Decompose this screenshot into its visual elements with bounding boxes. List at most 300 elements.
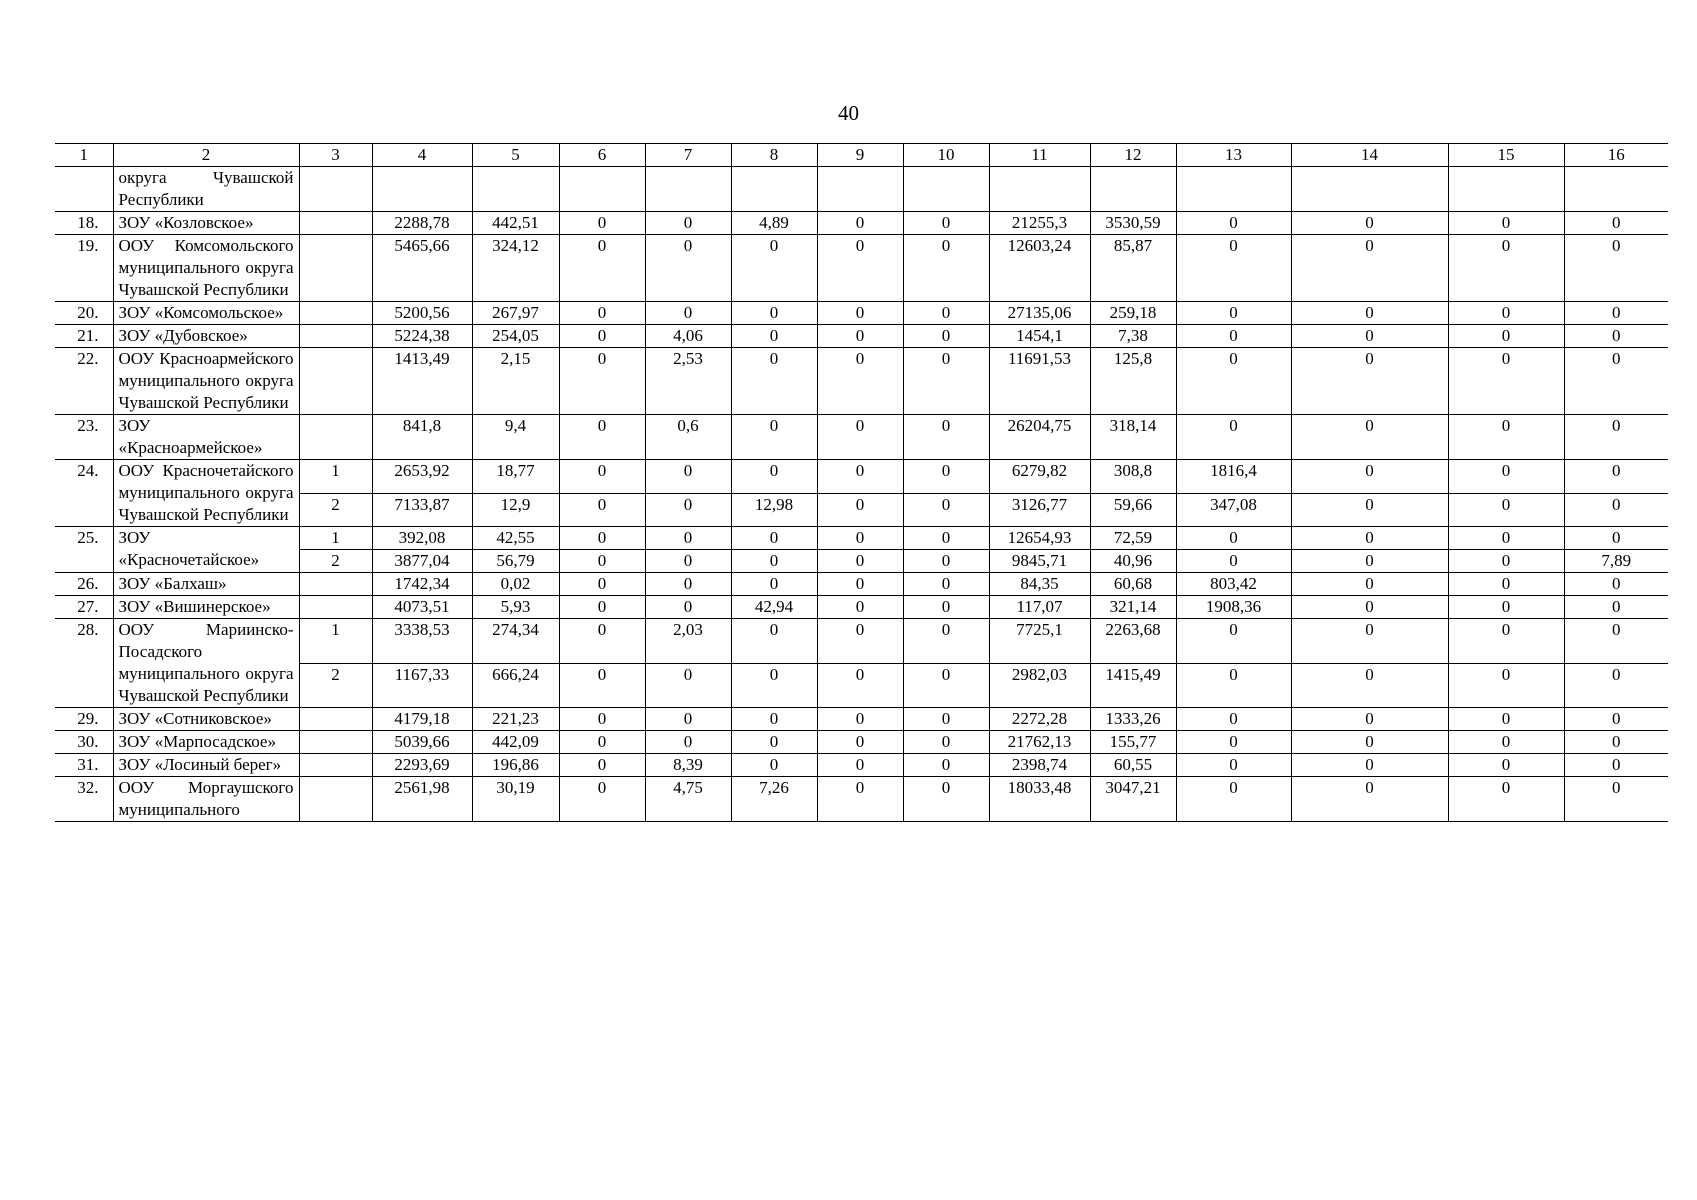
row-name: ЗОУ «Дубовское»: [113, 325, 299, 348]
cell-col-8: 0: [731, 550, 817, 573]
row-name: округа Чувашской Республики: [113, 167, 299, 212]
cell-col-9: 0: [817, 493, 903, 527]
column-header-15: 15: [1448, 144, 1564, 167]
cell-col-6: 0: [559, 731, 645, 754]
cell-col-5: 42,55: [472, 527, 559, 550]
cell-col-13: [1176, 167, 1291, 212]
cell-col-8: 0: [731, 302, 817, 325]
cell-col-4: 2561,98: [372, 777, 472, 822]
row-number: 22.: [55, 348, 113, 415]
cell-col-10: [903, 167, 989, 212]
cell-col-7: 0: [645, 708, 731, 731]
cell-col-16: 0: [1564, 493, 1668, 527]
table-row: [55, 777, 1668, 822]
row-name: ЗОУ «Красночетайское»: [113, 527, 299, 573]
cell-col-13: 0: [1176, 235, 1291, 302]
cell-col-11: 11691,53: [989, 348, 1090, 415]
cell-col-11: 6279,82: [989, 460, 1090, 494]
cell-col-10: 0: [903, 777, 989, 822]
column-header-9: 9: [817, 144, 903, 167]
cell-col-5: 0,02: [472, 573, 559, 596]
column-header-6: 6: [559, 144, 645, 167]
column-header-11: 11: [989, 144, 1090, 167]
cell-col-10: 0: [903, 619, 989, 664]
cell-col-3: [299, 731, 372, 754]
row-name: ЗОУ «Сотниковское»: [113, 708, 299, 731]
cell-col-4: 2293,69: [372, 754, 472, 777]
cell-col-7: 4,06: [645, 325, 731, 348]
row-number: 19.: [55, 235, 113, 302]
cell-col-3: [299, 325, 372, 348]
cell-col-15: 0: [1448, 731, 1564, 754]
cell-col-13: 0: [1176, 708, 1291, 731]
cell-col-9: 0: [817, 708, 903, 731]
table-row: [55, 460, 1668, 494]
table-header-row: [55, 144, 1668, 167]
cell-col-16: 0: [1564, 235, 1668, 302]
cell-col-10: 0: [903, 573, 989, 596]
cell-col-8: 0: [731, 325, 817, 348]
cell-col-8: 12,98: [731, 493, 817, 527]
cell-col-8: 0: [731, 460, 817, 494]
row-number: 18.: [55, 212, 113, 235]
cell-col-7: 0: [645, 527, 731, 550]
cell-col-14: 0: [1291, 460, 1448, 494]
row-number: 32.: [55, 777, 113, 822]
cell-col-7: 4,75: [645, 777, 731, 822]
cell-col-12: 321,14: [1090, 596, 1176, 619]
cell-col-6: 0: [559, 754, 645, 777]
cell-col-15: 0: [1448, 550, 1564, 573]
cell-col-11: 27135,06: [989, 302, 1090, 325]
cell-col-14: [1291, 167, 1448, 212]
row-number: 28.: [55, 619, 113, 708]
cell-col-16: 0: [1564, 212, 1668, 235]
cell-col-4: 3877,04: [372, 550, 472, 573]
cell-col-16: 0: [1564, 527, 1668, 550]
cell-col-5: [472, 167, 559, 212]
cell-col-14: 0: [1291, 708, 1448, 731]
cell-col-16: 0: [1564, 619, 1668, 664]
cell-col-12: 1415,49: [1090, 663, 1176, 708]
row-number: 23.: [55, 415, 113, 460]
cell-col-11: 26204,75: [989, 415, 1090, 460]
cell-col-11: 18033,48: [989, 777, 1090, 822]
cell-col-11: 3126,77: [989, 493, 1090, 527]
cell-col-15: 0: [1448, 777, 1564, 822]
table-row: [55, 573, 1668, 596]
cell-col-9: 0: [817, 777, 903, 822]
cell-col-14: 0: [1291, 527, 1448, 550]
cell-col-10: 0: [903, 235, 989, 302]
cell-col-11: [989, 167, 1090, 212]
cell-col-13: 0: [1176, 619, 1291, 664]
row-name: ЗОУ «Балхаш»: [113, 573, 299, 596]
data-table: [55, 143, 1668, 822]
cell-col-12: 3530,59: [1090, 212, 1176, 235]
cell-col-4: 4073,51: [372, 596, 472, 619]
cell-col-11: 84,35: [989, 573, 1090, 596]
cell-col-15: 0: [1448, 754, 1564, 777]
cell-col-8: 42,94: [731, 596, 817, 619]
cell-col-11: 12603,24: [989, 235, 1090, 302]
cell-col-14: 0: [1291, 596, 1448, 619]
cell-col-9: 0: [817, 302, 903, 325]
cell-col-11: 117,07: [989, 596, 1090, 619]
cell-col-14: 0: [1291, 302, 1448, 325]
cell-col-14: 0: [1291, 348, 1448, 415]
row-number: 25.: [55, 527, 113, 573]
cell-col-13: 0: [1176, 415, 1291, 460]
cell-col-3: [299, 348, 372, 415]
cell-col-10: 0: [903, 493, 989, 527]
cell-col-13: 0: [1176, 731, 1291, 754]
cell-col-3: [299, 754, 372, 777]
cell-col-3: 2: [299, 493, 372, 527]
cell-col-15: 0: [1448, 596, 1564, 619]
column-header-7: 7: [645, 144, 731, 167]
cell-col-4: 5465,66: [372, 235, 472, 302]
cell-col-9: 0: [817, 573, 903, 596]
cell-col-16: 0: [1564, 325, 1668, 348]
cell-col-6: 0: [559, 777, 645, 822]
cell-col-4: 2653,92: [372, 460, 472, 494]
cell-col-14: 0: [1291, 415, 1448, 460]
cell-col-10: 0: [903, 460, 989, 494]
cell-col-6: 0: [559, 619, 645, 664]
cell-col-12: 125,8: [1090, 348, 1176, 415]
cell-col-9: 0: [817, 731, 903, 754]
cell-col-11: 12654,93: [989, 527, 1090, 550]
cell-col-12: [1090, 167, 1176, 212]
cell-col-4: 1742,34: [372, 573, 472, 596]
cell-col-9: 0: [817, 596, 903, 619]
cell-col-3: 2: [299, 663, 372, 708]
column-header-5: 5: [472, 144, 559, 167]
cell-col-14: 0: [1291, 235, 1448, 302]
cell-col-13: 0: [1176, 754, 1291, 777]
cell-col-7: 0: [645, 731, 731, 754]
table-row: [55, 212, 1668, 235]
table-row: [55, 415, 1668, 460]
table-row: [55, 167, 1668, 212]
cell-col-13: 803,42: [1176, 573, 1291, 596]
cell-col-4: 4179,18: [372, 708, 472, 731]
cell-col-6: 0: [559, 663, 645, 708]
table-row: [55, 708, 1668, 731]
cell-col-8: 0: [731, 415, 817, 460]
cell-col-8: 4,89: [731, 212, 817, 235]
cell-col-8: 0: [731, 708, 817, 731]
cell-col-10: 0: [903, 527, 989, 550]
cell-col-16: 0: [1564, 302, 1668, 325]
cell-col-8: 0: [731, 235, 817, 302]
table-row: [55, 527, 1668, 550]
cell-col-15: 0: [1448, 460, 1564, 494]
cell-col-12: 155,77: [1090, 731, 1176, 754]
cell-col-5: 30,19: [472, 777, 559, 822]
cell-col-6: 0: [559, 573, 645, 596]
cell-col-10: 0: [903, 348, 989, 415]
cell-col-5: 221,23: [472, 708, 559, 731]
cell-col-8: 0: [731, 619, 817, 664]
table-row: [55, 325, 1668, 348]
cell-col-15: 0: [1448, 663, 1564, 708]
table-row: [55, 235, 1668, 302]
cell-col-10: 0: [903, 754, 989, 777]
cell-col-4: 5224,38: [372, 325, 472, 348]
cell-col-15: 0: [1448, 493, 1564, 527]
cell-col-9: 0: [817, 619, 903, 664]
cell-col-16: 0: [1564, 754, 1668, 777]
cell-col-7: 0: [645, 550, 731, 573]
row-name: ООУ Красночетайского муниципального округа Чувашской Республики: [113, 460, 299, 527]
cell-col-10: 0: [903, 550, 989, 573]
cell-col-9: 0: [817, 663, 903, 708]
cell-col-6: 0: [559, 708, 645, 731]
column-header-16: 16: [1564, 144, 1668, 167]
cell-col-12: 72,59: [1090, 527, 1176, 550]
cell-col-12: 40,96: [1090, 550, 1176, 573]
cell-col-3: [299, 777, 372, 822]
cell-col-9: 0: [817, 550, 903, 573]
row-name: ЗОУ «Комсомольское»: [113, 302, 299, 325]
cell-col-7: 0: [645, 212, 731, 235]
cell-col-3: [299, 708, 372, 731]
table-row: [55, 754, 1668, 777]
cell-col-9: 0: [817, 527, 903, 550]
cell-col-4: 392,08: [372, 527, 472, 550]
row-name: ООУ Красноармейского муниципального округа Чувашской Республики: [113, 348, 299, 415]
cell-col-6: 0: [559, 325, 645, 348]
cell-col-13: 0: [1176, 663, 1291, 708]
cell-col-7: 0: [645, 573, 731, 596]
cell-col-3: [299, 212, 372, 235]
cell-col-12: 308,8: [1090, 460, 1176, 494]
cell-col-3: [299, 302, 372, 325]
cell-col-10: 0: [903, 663, 989, 708]
cell-col-3: [299, 167, 372, 212]
cell-col-4: 2288,78: [372, 212, 472, 235]
cell-col-14: 0: [1291, 325, 1448, 348]
cell-col-13: 1816,4: [1176, 460, 1291, 494]
row-name: ООУ Мариинско-Посадского муниципального округа Чувашской Республики: [113, 619, 299, 708]
cell-col-9: 0: [817, 325, 903, 348]
cell-col-3: 2: [299, 550, 372, 573]
row-number: 21.: [55, 325, 113, 348]
cell-col-5: 324,12: [472, 235, 559, 302]
cell-col-10: 0: [903, 596, 989, 619]
page-number: 40: [838, 101, 859, 125]
cell-col-5: 267,97: [472, 302, 559, 325]
cell-col-4: 5200,56: [372, 302, 472, 325]
cell-col-9: 0: [817, 415, 903, 460]
cell-col-12: 1333,26: [1090, 708, 1176, 731]
cell-col-6: 0: [559, 212, 645, 235]
cell-col-16: 0: [1564, 460, 1668, 494]
cell-col-3: [299, 596, 372, 619]
cell-col-4: 1413,49: [372, 348, 472, 415]
column-header-10: 10: [903, 144, 989, 167]
cell-col-7: 0: [645, 493, 731, 527]
cell-col-12: 7,38: [1090, 325, 1176, 348]
cell-col-7: 0: [645, 235, 731, 302]
cell-col-16: 0: [1564, 573, 1668, 596]
cell-col-10: 0: [903, 415, 989, 460]
cell-col-5: 9,4: [472, 415, 559, 460]
table-row: [55, 348, 1668, 415]
row-number: 24.: [55, 460, 113, 527]
cell-col-16: 7,89: [1564, 550, 1668, 573]
cell-col-15: 0: [1448, 708, 1564, 731]
cell-col-6: 0: [559, 235, 645, 302]
cell-col-13: 0: [1176, 348, 1291, 415]
cell-col-7: 0,6: [645, 415, 731, 460]
cell-col-15: 0: [1448, 212, 1564, 235]
cell-col-16: 0: [1564, 777, 1668, 822]
row-number: [55, 167, 113, 212]
table-row: [55, 731, 1668, 754]
cell-col-3: 1: [299, 460, 372, 494]
column-header-2: 2: [113, 144, 299, 167]
cell-col-16: 0: [1564, 596, 1668, 619]
cell-col-12: 60,68: [1090, 573, 1176, 596]
cell-col-3: 1: [299, 619, 372, 664]
cell-col-12: 2263,68: [1090, 619, 1176, 664]
cell-col-12: 85,87: [1090, 235, 1176, 302]
cell-col-16: 0: [1564, 663, 1668, 708]
row-number: 20.: [55, 302, 113, 325]
cell-col-6: 0: [559, 527, 645, 550]
cell-col-11: 2982,03: [989, 663, 1090, 708]
cell-col-11: 21255,3: [989, 212, 1090, 235]
cell-col-14: 0: [1291, 754, 1448, 777]
row-name: ООУ Комсомольского муниципального округа Чувашской Республики: [113, 235, 299, 302]
cell-col-11: 7725,1: [989, 619, 1090, 664]
cell-col-4: 7133,87: [372, 493, 472, 527]
cell-col-14: 0: [1291, 777, 1448, 822]
cell-col-9: 0: [817, 754, 903, 777]
cell-col-3: 1: [299, 527, 372, 550]
table-row: [55, 619, 1668, 664]
cell-col-12: 59,66: [1090, 493, 1176, 527]
cell-col-11: 21762,13: [989, 731, 1090, 754]
cell-col-15: 0: [1448, 325, 1564, 348]
cell-col-7: [645, 167, 731, 212]
cell-col-12: 318,14: [1090, 415, 1176, 460]
cell-col-4: 1167,33: [372, 663, 472, 708]
column-header-14: 14: [1291, 144, 1448, 167]
row-number: 27.: [55, 596, 113, 619]
row-name: ЗОУ «Козловское»: [113, 212, 299, 235]
column-header-3: 3: [299, 144, 372, 167]
cell-col-8: 0: [731, 527, 817, 550]
cell-col-9: 0: [817, 212, 903, 235]
cell-col-15: 0: [1448, 235, 1564, 302]
cell-col-4: [372, 167, 472, 212]
cell-col-9: 0: [817, 460, 903, 494]
cell-col-11: 2272,28: [989, 708, 1090, 731]
cell-col-14: 0: [1291, 731, 1448, 754]
cell-col-8: 0: [731, 754, 817, 777]
cell-col-14: 0: [1291, 663, 1448, 708]
row-name: ЗОУ «Лосиный берег»: [113, 754, 299, 777]
cell-col-5: 5,93: [472, 596, 559, 619]
cell-col-8: 0: [731, 731, 817, 754]
cell-col-3: [299, 235, 372, 302]
cell-col-5: 442,51: [472, 212, 559, 235]
cell-col-15: 0: [1448, 527, 1564, 550]
cell-col-5: 18,77: [472, 460, 559, 494]
cell-col-13: 0: [1176, 212, 1291, 235]
row-name: ЗОУ «Марпосадское»: [113, 731, 299, 754]
column-header-12: 12: [1090, 144, 1176, 167]
cell-col-5: 56,79: [472, 550, 559, 573]
cell-col-5: 666,24: [472, 663, 559, 708]
cell-col-4: 3338,53: [372, 619, 472, 664]
cell-col-7: 0: [645, 460, 731, 494]
cell-col-6: 0: [559, 460, 645, 494]
cell-col-8: 7,26: [731, 777, 817, 822]
cell-col-4: 841,8: [372, 415, 472, 460]
column-header-1: 1: [55, 144, 113, 167]
row-number: 29.: [55, 708, 113, 731]
cell-col-7: 0: [645, 663, 731, 708]
cell-col-13: 0: [1176, 302, 1291, 325]
row-name: ЗОУ «Вишинерское»: [113, 596, 299, 619]
row-name: ЗОУ «Красноармейское»: [113, 415, 299, 460]
cell-col-3: [299, 415, 372, 460]
cell-col-11: 9845,71: [989, 550, 1090, 573]
cell-col-15: 0: [1448, 619, 1564, 664]
cell-col-15: 0: [1448, 573, 1564, 596]
cell-col-12: 60,55: [1090, 754, 1176, 777]
cell-col-14: 0: [1291, 212, 1448, 235]
cell-col-6: [559, 167, 645, 212]
cell-col-5: 2,15: [472, 348, 559, 415]
row-name: ООУ Моргаушского муниципального: [113, 777, 299, 822]
cell-col-5: 254,05: [472, 325, 559, 348]
cell-col-9: [817, 167, 903, 212]
cell-col-5: 12,9: [472, 493, 559, 527]
cell-col-9: 0: [817, 348, 903, 415]
cell-col-12: 259,18: [1090, 302, 1176, 325]
cell-col-8: 0: [731, 348, 817, 415]
cell-col-6: 0: [559, 550, 645, 573]
row-number: 30.: [55, 731, 113, 754]
cell-col-6: 0: [559, 415, 645, 460]
cell-col-5: 196,86: [472, 754, 559, 777]
cell-col-5: 274,34: [472, 619, 559, 664]
cell-col-5: 442,09: [472, 731, 559, 754]
cell-col-10: 0: [903, 731, 989, 754]
cell-col-6: 0: [559, 348, 645, 415]
cell-col-15: 0: [1448, 302, 1564, 325]
cell-col-14: 0: [1291, 550, 1448, 573]
table-row: [55, 302, 1668, 325]
cell-col-6: 0: [559, 596, 645, 619]
cell-col-7: 2,53: [645, 348, 731, 415]
column-header-13: 13: [1176, 144, 1291, 167]
cell-col-8: [731, 167, 817, 212]
row-number: 31.: [55, 754, 113, 777]
cell-col-13: 0: [1176, 527, 1291, 550]
cell-col-11: 2398,74: [989, 754, 1090, 777]
cell-col-16: 0: [1564, 415, 1668, 460]
cell-col-3: [299, 573, 372, 596]
cell-col-9: 0: [817, 235, 903, 302]
cell-col-10: 0: [903, 708, 989, 731]
